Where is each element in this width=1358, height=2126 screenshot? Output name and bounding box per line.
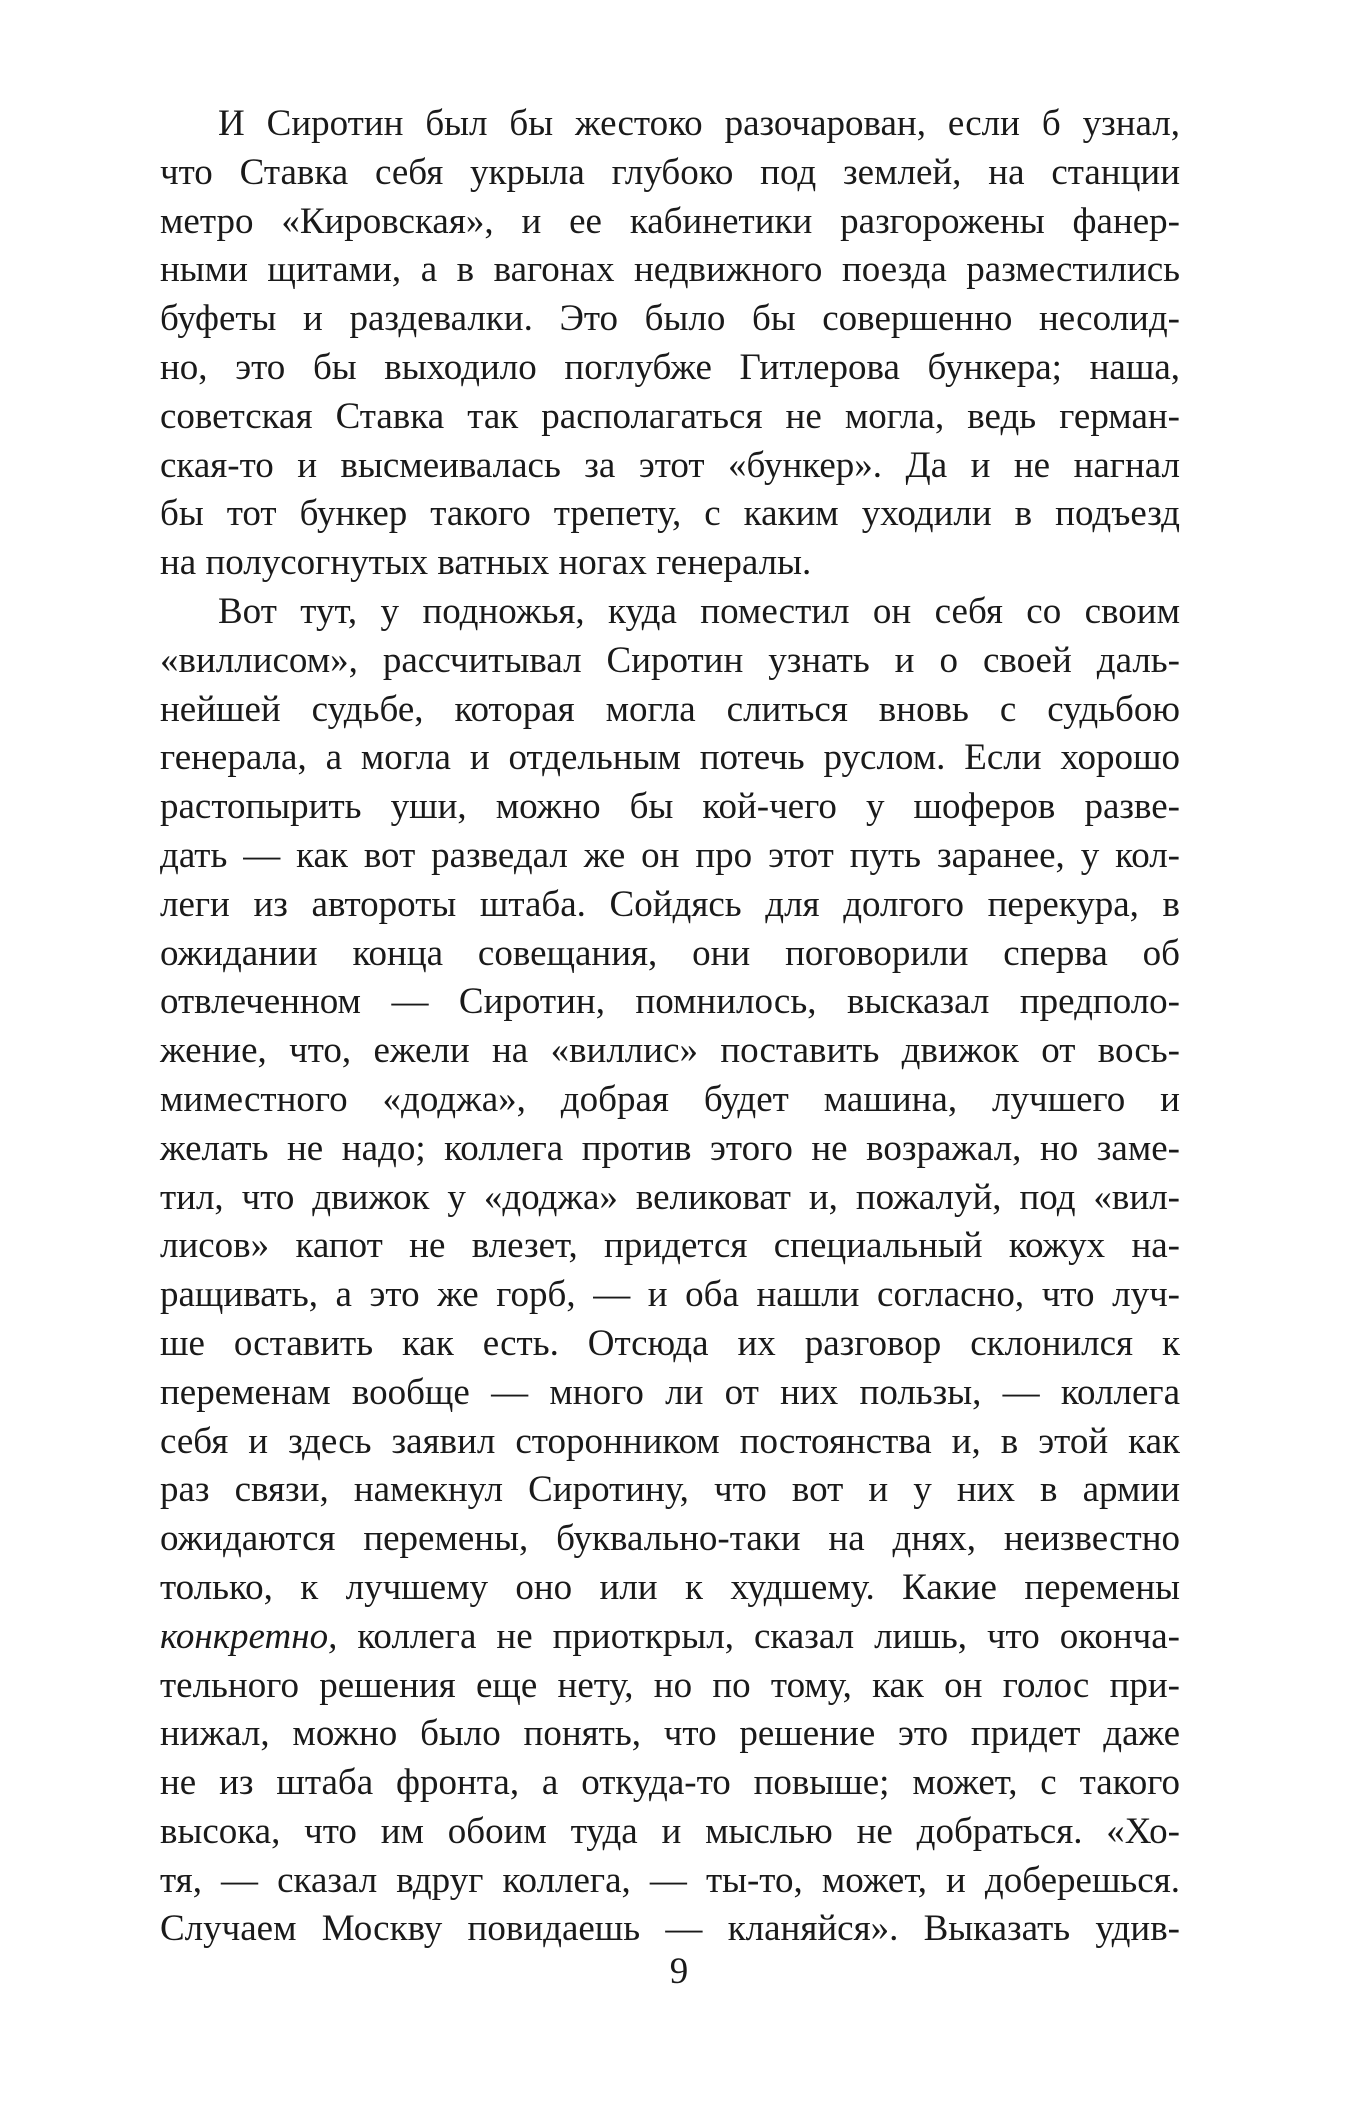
text-line: желать не надо; коллега против этого не возражал, но заме-: [160, 1127, 1180, 1169]
text-line: высока, что им обоим туда и мыслью не добраться. «Хо-: [160, 1810, 1180, 1852]
text-line: ше оставить как есть. Отсюда их разговор склонился к: [160, 1322, 1180, 1364]
text-line: переменам вообще — много ли от них пользы, — коллега: [160, 1371, 1180, 1413]
text-line: миместного «доджа», добрая будет машина, лучшего и: [160, 1078, 1180, 1120]
text-line: растопырить уши, можно бы кой-чего у шоферов разве-: [160, 786, 1180, 828]
paragraph-2: [160, 588, 1180, 1954]
text-line: «виллисом», рассчитывал Сиротин узнать и о своей даль-: [160, 639, 1180, 681]
text-line: ская-то и высмеивалась за этот «бункер». Да и не нагнал: [160, 444, 1180, 486]
text-line: отвлеченном — Сиротин, помнилось, высказал предполо-: [160, 981, 1180, 1023]
text-line: Случаем Москву повидаешь — кланяйся». Выказать удив-: [160, 1908, 1180, 1950]
page-number: 9: [669, 1951, 689, 1992]
text-line: лисов» капот не влезет, придется специальный кожух на-: [160, 1225, 1180, 1267]
text-line: тил, что движок у «доджа» великоват и, пожалуй, под «вил-: [160, 1176, 1180, 1218]
text-line: генерала, а могла и отдельным потечь руслом. Если хорошо: [160, 737, 1180, 779]
text-line: что Ставка себя укрыла глубоко под землей, на станции: [160, 151, 1180, 193]
text-line: на полусогнутых ватных ногах генералы.: [160, 542, 812, 584]
text-line: жение, что, ежели на «виллис» поставить движок от вось-: [160, 1030, 1180, 1072]
text-line: метро «Кировская», и ее кабинетики разгорожены фанер-: [160, 200, 1180, 242]
text-line: буфеты и раздевалки. Это было бы совершенно несолид-: [160, 298, 1180, 340]
text-line: тельного решения еще нету, но по тому, как он голос при-: [160, 1664, 1180, 1706]
text-line: нейшей судьбе, которая могла слиться вновь с судьбою: [160, 688, 1180, 730]
paragraph-1: [160, 100, 1180, 588]
text-line-with-italic: [160, 1613, 1180, 1662]
body-text: [160, 100, 1180, 1954]
text-line: дать — как вот разведал же он про этот путь заранее, у кол-: [160, 834, 1180, 876]
text-line: но, это бы выходило поглубже Гитлерова бункера; наша,: [160, 346, 1180, 388]
italic-word: конкретно,: [160, 1615, 338, 1657]
text-line: ращивать, а это же горб, — и оба нашли согласно, что луч-: [160, 1274, 1180, 1316]
line-rest: коллега не приоткрыл, сказал лишь, что оконча-: [337, 1615, 1180, 1657]
text-line: раз связи, намекнул Сиротину, что вот и у них в армии: [160, 1469, 1180, 1511]
text-line: нижал, можно было понять, что решение это придет даже: [160, 1713, 1180, 1755]
text-line: Вот тут, у подножья, куда поместил он себя со своим: [218, 590, 1180, 632]
text-line: И Сиротин был бы жестоко разочарован, если б узнал,: [218, 103, 1180, 144]
text-line: ожидаются перемены, буквально-таки на днях, неизвестно: [160, 1518, 1180, 1560]
text-line: ожидании конца совещания, они поговорили сперва об: [160, 932, 1180, 974]
text-line: только, к лучшему оно или к худшему. Какие перемены: [160, 1566, 1180, 1608]
text-line: советская Ставка так располагаться не могла, ведь герман-: [160, 395, 1180, 437]
text-line: не из штаба фронта, а откуда-то повыше; может, с такого: [160, 1762, 1180, 1804]
text-line: леги из автороты штаба. Сойдясь для долгого перекура, в: [160, 883, 1180, 925]
text-line: тя, — сказал вдруг коллега, — ты-то, может, и доберешься.: [160, 1859, 1180, 1901]
text-line: себя и здесь заявил сторонником постоянства и, в этой как: [160, 1420, 1180, 1462]
text-line: бы тот бункер такого трепету, с каким уходили в подъезд: [160, 493, 1180, 535]
text-line: ными щитами, а в вагонах недвижного поезда разместились: [160, 249, 1180, 291]
